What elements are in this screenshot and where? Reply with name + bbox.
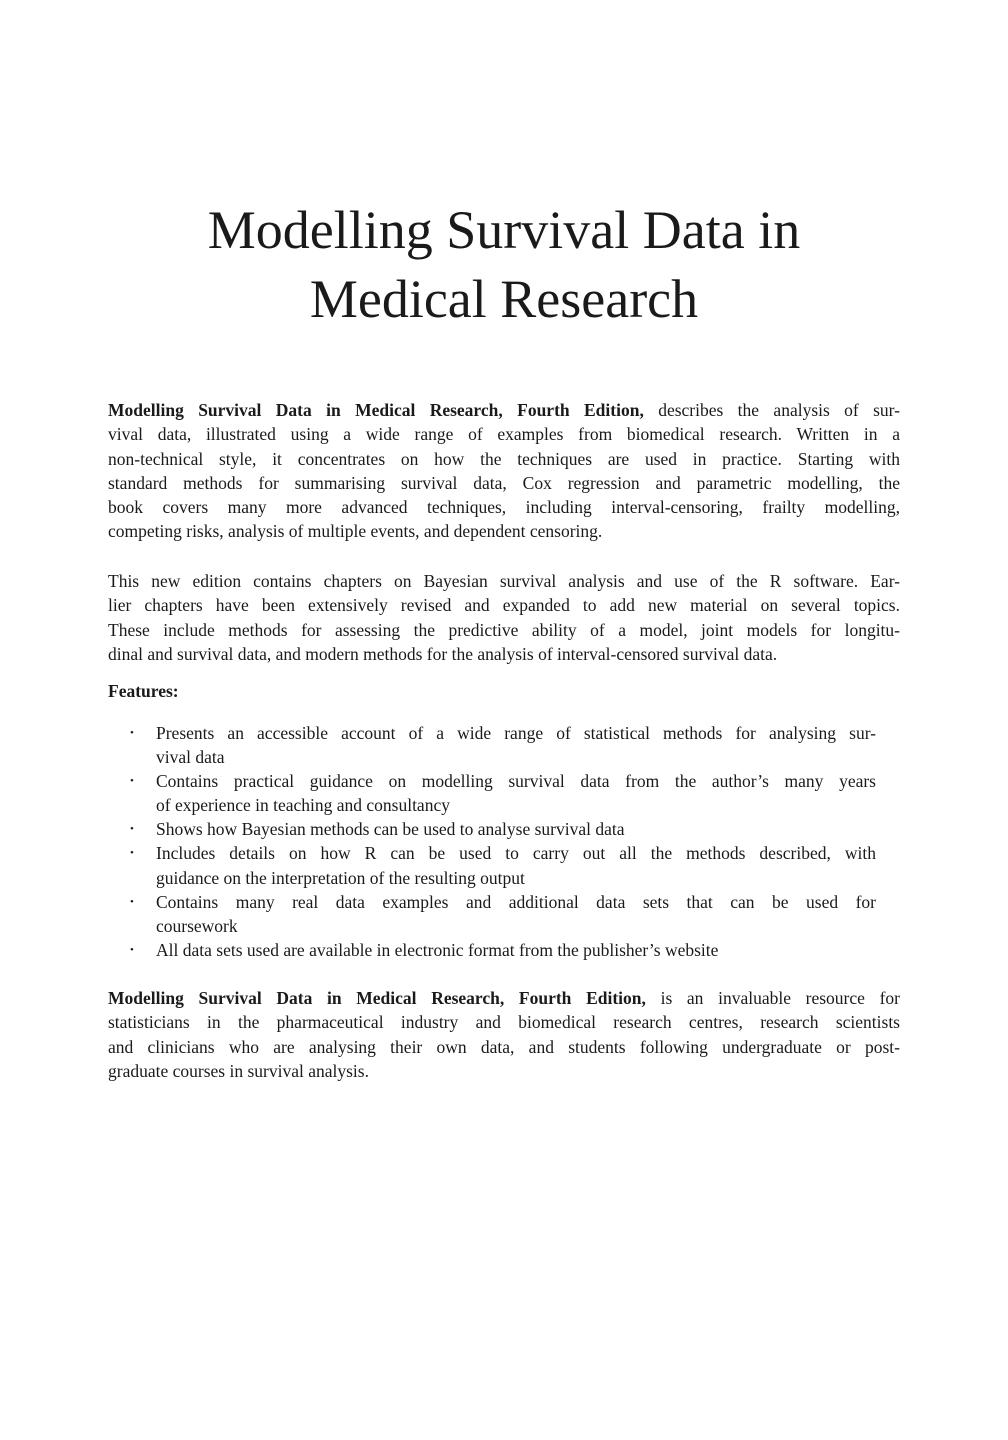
feature-item xyxy=(130,769,876,817)
line-text: is an invaluable resource for xyxy=(660,988,900,1008)
title-line-2: Medical Research xyxy=(309,269,699,329)
feature-line: guidance on the interpretation of the resulting output xyxy=(156,867,525,888)
paragraph-line: graduate courses in survival analysis. xyxy=(108,1060,369,1081)
paragraph-line: lier chapters have been extensively revised and expanded to add new material on several topics. xyxy=(108,595,900,616)
bullet-icon: • xyxy=(130,727,134,739)
paragraph-line: standard methods for summarising survival data, Cox regression and parametric modelling, the xyxy=(108,472,900,493)
description-paragraph-2 xyxy=(108,569,900,666)
features-heading-text: Features: xyxy=(108,681,179,701)
bullet-icon: • xyxy=(130,775,134,788)
feature-item xyxy=(130,938,876,962)
feature-line: Shows how Bayesian methods can be used to analyse survival data xyxy=(156,819,625,840)
bullet-icon: • xyxy=(130,823,134,836)
features-heading xyxy=(108,679,900,703)
features-list xyxy=(130,721,876,962)
paragraph-line xyxy=(108,398,900,422)
feature-line: of experience in teaching and consultancy xyxy=(156,795,450,816)
title-line-1: Modelling Survival Data in xyxy=(207,200,801,260)
description-paragraph-1 xyxy=(108,398,900,544)
feature-item xyxy=(130,841,876,889)
bullet-icon: • xyxy=(130,943,134,956)
paragraph-line xyxy=(108,986,900,1010)
bold-lead: Modelling Survival Data in Medical Research, Fourth Edition, xyxy=(108,400,644,420)
paragraph-line: non-technical style, it concentrates on how the techniques are used in practice. Starting with xyxy=(108,448,900,469)
bold-lead: Modelling Survival Data in Medical Research, Fourth Edition, xyxy=(108,988,646,1008)
book-title xyxy=(0,196,1008,334)
feature-line: Presents an accessible account of a wide range of statistical methods for analysing sur- xyxy=(156,723,876,743)
bullet-icon: • xyxy=(130,847,134,860)
feature-line: Includes details on how R can be used to carry out all the methods described, with xyxy=(156,843,876,864)
paragraph-line: and clinicians who are analysing their own data, and students following undergraduate or post- xyxy=(108,1036,900,1057)
paragraph-line: This new edition contains chapters on Bayesian survival analysis and use of the R software. Ear- xyxy=(108,571,900,591)
bullet-icon: • xyxy=(130,895,134,908)
paragraph-line: dinal and survival data, and modern methods for the analysis of interval-censored survival data. xyxy=(108,643,778,664)
line-text: describes the analysis of sur- xyxy=(658,400,900,420)
feature-line: vival data xyxy=(156,747,225,768)
paragraph-line: book covers many more advanced techniques, including interval-censoring, frailty modelling, xyxy=(108,497,900,518)
feature-line: coursework xyxy=(156,915,238,936)
feature-item xyxy=(130,817,876,841)
paragraph-line: statisticians in the pharmaceutical industry and biomedical research centres, research scientists xyxy=(108,1012,900,1033)
feature-line: Contains practical guidance on modelling survival data from the author’s many years xyxy=(156,771,876,792)
paragraph-line: These include methods for assessing the predictive ability of a model, joint models for longitu- xyxy=(108,619,900,640)
feature-item xyxy=(130,721,876,769)
description-paragraph-3 xyxy=(108,986,900,1083)
feature-line: Contains many real data examples and additional data sets that can be used for xyxy=(156,891,876,912)
feature-item xyxy=(130,890,876,938)
paragraph-line: vival data, illustrated using a wide range of examples from biomedical research. Written in a xyxy=(108,424,900,445)
paragraph-line: competing risks, analysis of multiple events, and dependent censoring. xyxy=(108,521,603,542)
feature-line: All data sets used are available in electronic format from the publisher’s website xyxy=(156,939,719,960)
